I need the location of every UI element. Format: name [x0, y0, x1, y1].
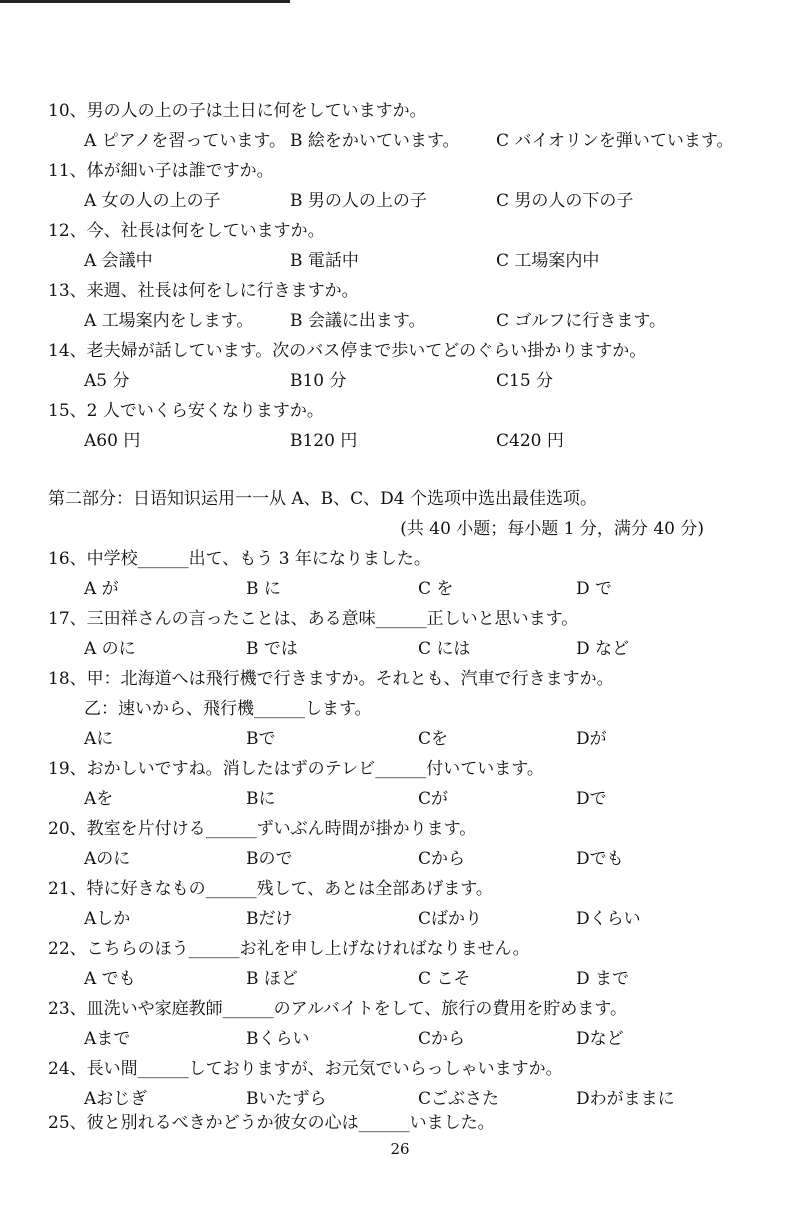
options-10 — [0, 128, 800, 154]
option-a: A5 分 — [84, 371, 130, 391]
question-25 — [0, 1110, 800, 1136]
option-a: A 工場案内をします。 — [84, 311, 254, 331]
option-d: Dわがままに — [576, 1089, 675, 1109]
option-c: Cごぶさた — [418, 1089, 500, 1109]
option-a: A でも — [84, 969, 136, 989]
options-16 — [0, 576, 800, 602]
option-c: Cが — [418, 789, 449, 809]
option-d: D まで — [576, 969, 630, 989]
section-title — [0, 486, 800, 512]
option-c: Cから — [418, 849, 466, 869]
option-d: Dで — [576, 789, 607, 809]
options-14 — [0, 368, 800, 394]
question-text: 12、今、社長は何をしていますか。 — [48, 221, 325, 241]
section-note: (共 40 小题；每小题 1 分，满分 40 分) — [400, 519, 704, 539]
option-b: B 絵をかいています。 — [290, 131, 460, 151]
option-c: C 工場案内中 — [496, 251, 600, 271]
option-a: Aに — [84, 729, 114, 749]
option-a: Aのに — [84, 849, 131, 869]
option-b: B 男の人の上の子 — [290, 191, 427, 211]
question-24 — [0, 1056, 800, 1082]
question-text: 15、2 人でいくら安くなりますか。 — [48, 401, 324, 421]
option-b: Bくらい — [246, 1029, 310, 1049]
question-text: 11、体が細い子は誰ですか。 — [48, 161, 274, 181]
option-d: Dが — [576, 729, 607, 749]
question-text: 24、長い間______しておりますが、お元気でいらっしゃいますか。 — [48, 1059, 563, 1079]
option-b: Bので — [246, 849, 293, 869]
option-b: Bで — [246, 729, 276, 749]
question-text: 13、来週、社長は何をしに行きますか。 — [48, 281, 359, 301]
page-number: 26 — [390, 1140, 410, 1158]
option-a: A のに — [84, 639, 136, 659]
options-24 — [0, 1086, 800, 1112]
option-a: Aを — [84, 789, 114, 809]
question-10 — [0, 98, 800, 124]
option-c: C こそ — [418, 969, 471, 989]
question-18 — [0, 666, 800, 692]
question-text: 21、特に好きなもの______残して、あとは全部あげます。 — [48, 879, 493, 899]
options-18 — [0, 726, 800, 752]
options-19 — [0, 786, 800, 812]
question-text: 14、老夫婦が話しています。次のバス停まで歩いてどのぐらい掛かりますか。 — [48, 341, 647, 361]
question-text: 23、皿洗いや家庭教師______のアルバイトをして、旅行の費用を貯めます。 — [48, 999, 628, 1019]
question-19 — [0, 756, 800, 782]
question-text: 16、中学校______出て、もう 3 年になりました。 — [48, 549, 431, 569]
top-rule — [0, 0, 290, 3]
option-b: B 電話中 — [290, 251, 359, 271]
option-c: Cから — [418, 1029, 466, 1049]
option-b: B10 分 — [290, 371, 347, 391]
options-23 — [0, 1026, 800, 1052]
question-14 — [0, 338, 800, 364]
options-11 — [0, 188, 800, 214]
question-17 — [0, 606, 800, 632]
question-text: 22、こちらのほう______お礼を申し上げなければなりません。 — [48, 939, 530, 959]
option-b: B に — [246, 579, 281, 599]
options-22 — [0, 966, 800, 992]
question-13 — [0, 278, 800, 304]
option-b: Bだけ — [246, 909, 293, 929]
question-20 — [0, 816, 800, 842]
option-a: Aしか — [84, 909, 131, 929]
question-text: 18、甲：北海道へは飛行機で行きますか。それとも、汽車で行きますか。 — [48, 669, 614, 689]
option-c: C には — [418, 639, 471, 659]
option-d: Dくらい — [576, 909, 641, 929]
option-c: C420 円 — [496, 431, 564, 451]
options-12 — [0, 248, 800, 274]
options-15 — [0, 428, 800, 454]
question-text: 25、彼と別れるべきかどうか彼女の心は______いました。 — [48, 1113, 495, 1133]
option-b: Bに — [246, 789, 276, 809]
option-c: C15 分 — [496, 371, 554, 391]
question-text-2: 乙：速いから、飛行機______します。 — [84, 699, 372, 719]
question-text: 20、教室を片付ける______ずいぶん時間が掛かります。 — [48, 819, 477, 839]
option-a: A 会議中 — [84, 251, 153, 271]
question-22 — [0, 936, 800, 962]
option-d: D など — [576, 639, 630, 659]
question-16 — [0, 546, 800, 572]
question-15 — [0, 398, 800, 424]
option-d: Dでも — [576, 849, 624, 869]
option-c: C 男の人の下の子 — [496, 191, 634, 211]
options-20 — [0, 846, 800, 872]
option-d: Dなど — [576, 1029, 624, 1049]
question-text: 10、男の人の上の子は土日に何をしていますか。 — [48, 101, 427, 121]
question-text: 17、三田祥さんの言ったことは、ある意味______正しいと思います。 — [48, 609, 579, 629]
option-a: Aおじぎ — [84, 1089, 148, 1109]
option-b: B120 円 — [290, 431, 358, 451]
options-17 — [0, 636, 800, 662]
option-b: B では — [246, 639, 298, 659]
options-13 — [0, 308, 800, 334]
option-a: A 女の人の上の子 — [84, 191, 221, 211]
option-a: A60 円 — [84, 431, 141, 451]
option-b: B 会議に出ます。 — [290, 311, 426, 331]
section-note-row — [0, 516, 800, 542]
option-c: C ゴルフに行きます。 — [496, 311, 667, 331]
option-b: B ほど — [246, 969, 298, 989]
option-c: C を — [418, 579, 454, 599]
option-b: Bいたずら — [246, 1089, 327, 1109]
options-21 — [0, 906, 800, 932]
question-11 — [0, 158, 800, 184]
option-a: Aまで — [84, 1029, 131, 1049]
question-21 — [0, 876, 800, 902]
option-d: D で — [576, 579, 613, 599]
option-c: Cを — [418, 729, 449, 749]
option-c: C バイオリンを弾いています。 — [496, 131, 734, 151]
option-c: Cばかり — [418, 909, 483, 929]
option-a: A が — [84, 579, 119, 599]
option-a: A ピアノを習っています。 — [84, 131, 286, 151]
question-23 — [0, 996, 800, 1022]
question-12 — [0, 218, 800, 244]
question-18-line2 — [0, 696, 800, 722]
section-heading: 第二部分：日语知识运用一一从 A、B、C、D4 个选项中选出最佳选项。 — [48, 489, 598, 509]
question-text: 19、おかしいですね。消したはずのテレビ______付いています。 — [48, 759, 544, 779]
